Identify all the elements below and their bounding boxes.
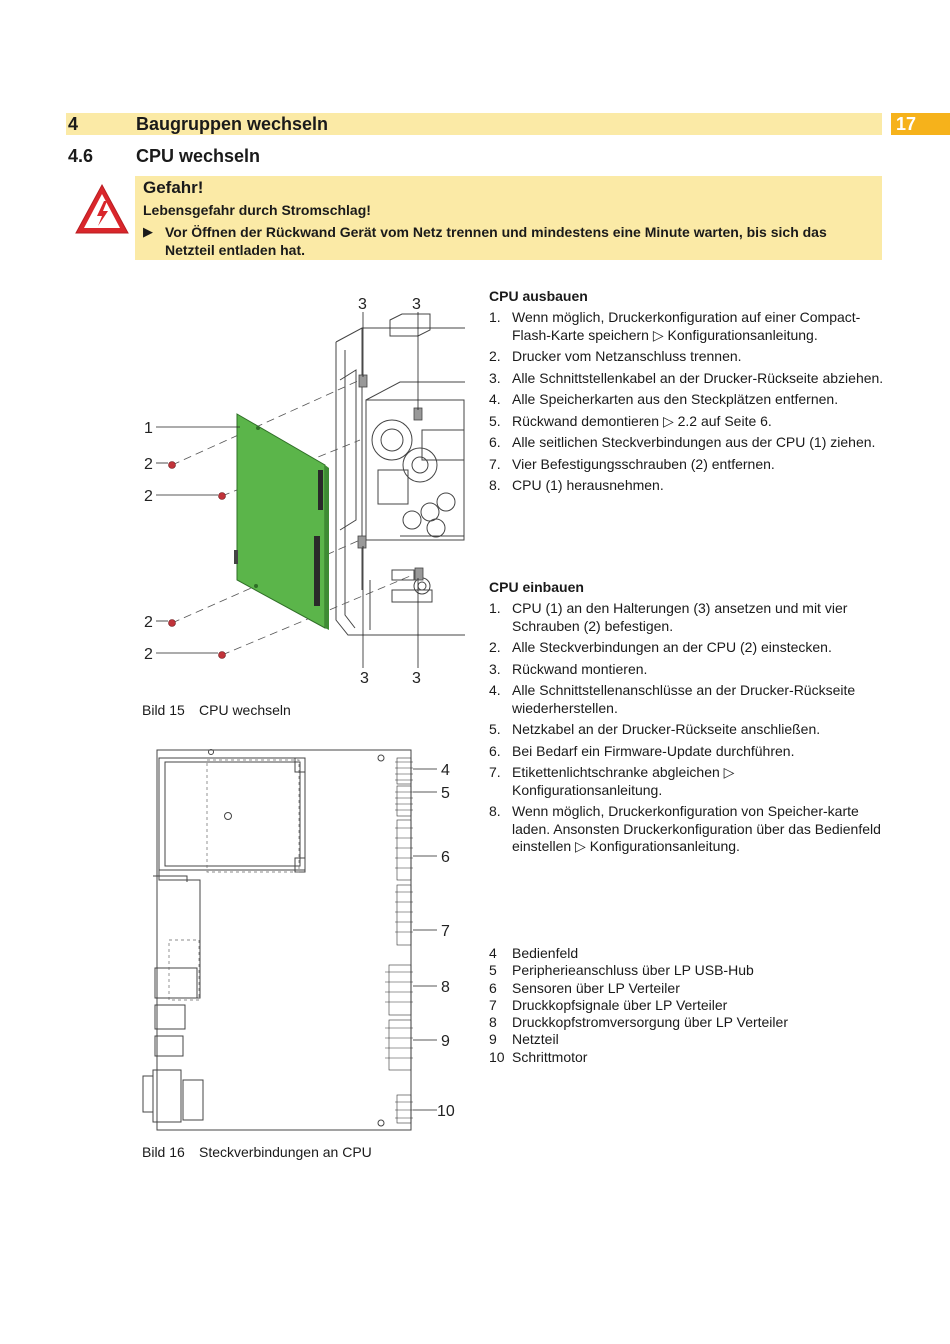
bullet-arrow-icon: ▶ [143,224,153,239]
callout-2: 2 [144,456,153,473]
install-steps-list [489,600,884,860]
callout-10: 10 [437,1103,455,1120]
list-item: 1. Wenn möglich, Druckerkonfiguration auf einer Compact-Flash-Karte speichern ▷ Konfigurationsanleitung. [489,309,861,343]
remove-heading: CPU ausbauen [489,288,588,304]
callout-2: 2 [144,646,153,663]
callout-4: 4 [441,762,450,779]
figure-16-text: Steckverbindungen an CPU [199,1144,372,1160]
callout-3: 3 [360,670,369,687]
list-item: 5. Rückwand demontieren ▷ 2.2 auf Seite 6. [489,412,772,429]
cpu-connectors-figure [125,740,465,1140]
figure-15-text: CPU wechseln [199,702,291,718]
section-number: 4.6 [68,146,94,166]
connector-legend [489,945,788,1066]
callout-7: 7 [441,923,450,940]
legend-item: 5 Peripherieanschluss über LP USB-Hub [489,962,754,979]
list-item: 2. Drucker vom Netzanschluss trennen. [489,348,742,364]
list-item: 8. Wenn möglich, Druckerkonfiguration von Speicher-karte laden. Ansonsten Druckerkonfiguration über das Bedienfeld einstellen ▷ Konfigurationsanleitung. [489,803,881,854]
figure-16-caption [142,1143,372,1161]
list-item: 7. Etikettenlichtschranke abgleichen ▷ Konfigurationsanleitung. [489,764,735,798]
list-item: 4. Alle Speicherkarten aus den Steckplätzen entfernen. [489,391,839,407]
legend-item: 6 Sensoren über LP Verteiler [489,979,680,996]
legend-item: 9 Netzteil [489,1031,559,1048]
figure-16-number: Bild 16 [142,1144,185,1160]
legend-item: 7 Druckkopfsignale über LP Verteiler [489,996,728,1013]
figure-15-caption [142,701,291,719]
callout-2: 2 [144,488,153,505]
callout-9: 9 [441,1033,450,1050]
page-number: 17 [896,114,917,134]
list-item: 5. Netzkabel an der Drucker-Rückseite anschließen. [489,721,821,737]
electric-shock-warning-icon [74,182,130,236]
legend-item: 10 Schrittmotor [489,1048,588,1065]
danger-subheading: Lebensgefahr durch Stromschlag! [143,202,371,218]
list-item: 6. Alle seitlichen Steckverbindungen aus der CPU (1) ziehen. [489,434,876,450]
legend-item: 4 Bedienfeld [489,945,579,961]
figure-15-number: Bild 15 [142,702,185,718]
callout-8: 8 [441,979,450,996]
callout-1: 1 [144,420,153,437]
danger-heading: Gefahr! [143,178,204,197]
list-item: 3. Alle Schnittstellenkabel an der Drucker-Rückseite abziehen. [489,369,884,386]
legend-item: 8 Druckkopfstromversorgung über LP Verteiler [489,1014,788,1031]
cpu-board [234,414,329,630]
callout-2: 2 [144,614,153,631]
list-item: 8. CPU (1) herausnehmen. [489,477,664,493]
install-heading: CPU einbauen [489,579,584,595]
callout-5: 5 [441,785,450,802]
list-item: 6. Bei Bedarf ein Firmware-Update durchführen. [489,742,795,759]
danger-instruction: Vor Öffnen der Rückwand Gerät vom Netz trennen und mindestens eine Minute warten, bis sich das Netzteil entladen hat. [165,224,827,258]
callout-6: 6 [441,849,450,866]
callout-3: 3 [412,296,421,313]
remove-steps-list [489,309,884,499]
cpu-exploded-view-figure [130,290,470,690]
chapter-number: 4 [68,114,79,134]
list-item: 1. CPU (1) an den Halterungen (3) ansetzen und mit vier Schrauben (2) befestigen. [489,600,848,634]
chapter-title: Baugruppen wechseln [136,114,329,134]
callout-3: 3 [412,670,421,687]
callout-3: 3 [358,296,367,313]
section-title: CPU wechseln [136,146,261,166]
list-item: 2. Alle Steckverbindungen an der CPU (2) einstecken. [489,639,832,655]
list-item: 4. Alle Schnittstellenanschlüsse an der Drucker-Rückseite wiederherstellen. [489,682,856,716]
list-item: 7. Vier Befestigungsschrauben (2) entfernen. [489,455,775,472]
list-item: 3. Rückwand montieren. [489,660,648,677]
